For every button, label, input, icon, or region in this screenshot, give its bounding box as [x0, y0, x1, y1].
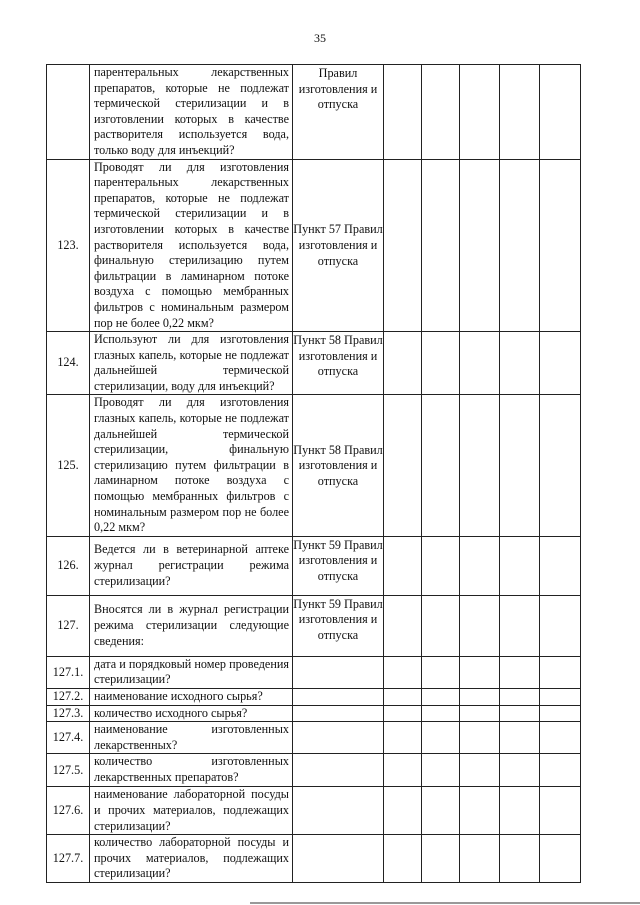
row-number	[47, 65, 90, 160]
answer-cell	[500, 536, 540, 595]
answer-cell	[540, 395, 581, 536]
answer-cell	[422, 595, 460, 656]
answer-cell	[384, 835, 422, 883]
table-row	[47, 754, 581, 787]
row-number: 127.7.	[47, 835, 90, 883]
legal-reference: Пункт 57 Правил изготовления и отпуска	[293, 159, 384, 332]
page-number: 35	[314, 31, 326, 45]
answer-cell	[422, 754, 460, 787]
legal-reference: Пункт 59 Правил изготовления и отпуска	[293, 595, 384, 656]
answer-cell	[460, 656, 500, 688]
row-number: 127.2.	[47, 689, 90, 706]
question-text: Ведется ли в ветеринарной аптеке журнал регистрации режима стерилизации?	[90, 536, 293, 595]
row-number: 127.1.	[47, 656, 90, 688]
legal-reference	[293, 754, 384, 787]
answer-cell	[460, 705, 500, 722]
answer-cell	[460, 332, 500, 395]
question-text: Проводят ли для изготовления парентеральных лекарственных препаратов, которые не подлежат термической стерилизации и в изготовлении которых в качестве растворителя используется вода, финальную стерилизацию путем фильтрации в ламинарном потоке воздуха с помощью мембранных фильтров с номинальным размером пор не более 0,22 мкм?	[90, 159, 293, 332]
table-row	[47, 689, 581, 706]
answer-cell	[384, 159, 422, 332]
table-row	[47, 595, 581, 656]
row-number: 127.5.	[47, 754, 90, 787]
answer-cell	[500, 754, 540, 787]
legal-reference	[293, 656, 384, 688]
answer-cell	[384, 787, 422, 835]
answer-cell	[422, 536, 460, 595]
question-text: количество изготовленных лекарственных препаратов?	[90, 754, 293, 787]
answer-cell	[500, 395, 540, 536]
legal-reference	[293, 689, 384, 706]
answer-cell	[384, 332, 422, 395]
legal-reference	[293, 835, 384, 883]
answer-cell	[422, 656, 460, 688]
answer-cell	[460, 159, 500, 332]
answer-cell	[540, 705, 581, 722]
answer-cell	[422, 65, 460, 160]
answer-cell	[460, 754, 500, 787]
table-row	[47, 536, 581, 595]
table-row	[47, 395, 581, 536]
answer-cell	[540, 722, 581, 754]
row-number: 127.3.	[47, 705, 90, 722]
answer-cell	[422, 689, 460, 706]
table-row	[47, 332, 581, 395]
answer-cell	[540, 787, 581, 835]
question-text: парентеральных лекарственных препаратов, которые не подлежат термической стерилизации и в изготовлении которых в качестве растворителя используется вода, только воду для инъекций?	[90, 65, 293, 160]
answer-cell	[422, 395, 460, 536]
answer-cell	[540, 754, 581, 787]
answer-cell	[384, 754, 422, 787]
answer-cell	[384, 65, 422, 160]
row-number: 124.	[47, 332, 90, 395]
answer-cell	[500, 159, 540, 332]
answer-cell	[540, 835, 581, 883]
row-number: 127.4.	[47, 722, 90, 754]
answer-cell	[460, 595, 500, 656]
answer-cell	[422, 787, 460, 835]
answer-cell	[540, 595, 581, 656]
answer-cell	[500, 835, 540, 883]
question-text: наименование исходного сырья?	[90, 689, 293, 706]
answer-cell	[540, 159, 581, 332]
legal-reference	[293, 705, 384, 722]
legal-reference: Правил изготовления и отпуска	[293, 65, 384, 160]
answer-cell	[422, 705, 460, 722]
answer-cell	[500, 722, 540, 754]
answer-cell	[460, 787, 500, 835]
answer-cell	[500, 689, 540, 706]
answer-cell	[500, 332, 540, 395]
table-row	[47, 705, 581, 722]
answer-cell	[422, 722, 460, 754]
answer-cell	[460, 65, 500, 160]
table-row	[47, 787, 581, 835]
table-row	[47, 65, 581, 160]
legal-reference: Пункт 58 Правил изготовления и отпуска	[293, 332, 384, 395]
answer-cell	[384, 689, 422, 706]
table-row	[47, 656, 581, 688]
answer-cell	[422, 159, 460, 332]
answer-cell	[422, 332, 460, 395]
answer-cell	[384, 656, 422, 688]
answer-cell	[540, 65, 581, 160]
scan-edge-line	[250, 902, 640, 904]
question-text: количество исходного сырья?	[90, 705, 293, 722]
answer-cell	[500, 656, 540, 688]
question-text: наименование изготовленных лекарственных?	[90, 722, 293, 754]
question-text: дата и порядковый номер проведения стерилизации?	[90, 656, 293, 688]
answer-cell	[384, 595, 422, 656]
answer-cell	[460, 395, 500, 536]
legal-reference	[293, 787, 384, 835]
answer-cell	[500, 595, 540, 656]
question-text: количество лабораторной посуды и прочих материалов, подлежащих стерилизации?	[90, 835, 293, 883]
row-number: 126.	[47, 536, 90, 595]
legal-reference: Пункт 58 Правил изготовления и отпуска	[293, 395, 384, 536]
row-number: 127.6.	[47, 787, 90, 835]
answer-cell	[460, 689, 500, 706]
answer-cell	[540, 536, 581, 595]
answer-cell	[500, 65, 540, 160]
question-text: Проводят ли для изготовления глазных капель, которые не подлежат дальнейшей термической стерилизации, финальную стерилизацию путем фильтрации в ламинарном потоке воздуха с помощью мембранных фильтров с номинальным размером пор не более 0,22 мкм?	[90, 395, 293, 536]
row-number: 127.	[47, 595, 90, 656]
answer-cell	[540, 656, 581, 688]
answer-cell	[460, 536, 500, 595]
legal-reference: Пункт 59 Правил изготовления и отпуска	[293, 536, 384, 595]
answer-cell	[540, 689, 581, 706]
answer-cell	[540, 332, 581, 395]
legal-reference	[293, 722, 384, 754]
answer-cell	[384, 705, 422, 722]
question-text: наименование лабораторной посуды и прочих материалов, подлежащих стерилизации?	[90, 787, 293, 835]
answer-cell	[384, 722, 422, 754]
checklist-table	[46, 64, 581, 883]
answer-cell	[500, 787, 540, 835]
table-row	[47, 835, 581, 883]
row-number: 125.	[47, 395, 90, 536]
table-row	[47, 722, 581, 754]
row-number: 123.	[47, 159, 90, 332]
answer-cell	[460, 835, 500, 883]
table-row	[47, 159, 581, 332]
answer-cell	[500, 705, 540, 722]
answer-cell	[460, 722, 500, 754]
answer-cell	[422, 835, 460, 883]
answer-cell	[384, 536, 422, 595]
question-text: Используют ли для изготовления глазных капель, которые не подлежат дальнейшей термической стерилизации, воду для инъекций?	[90, 332, 293, 395]
answer-cell	[384, 395, 422, 536]
question-text: Вносятся ли в журнал регистрации режима стерилизации следующие сведения:	[90, 595, 293, 656]
